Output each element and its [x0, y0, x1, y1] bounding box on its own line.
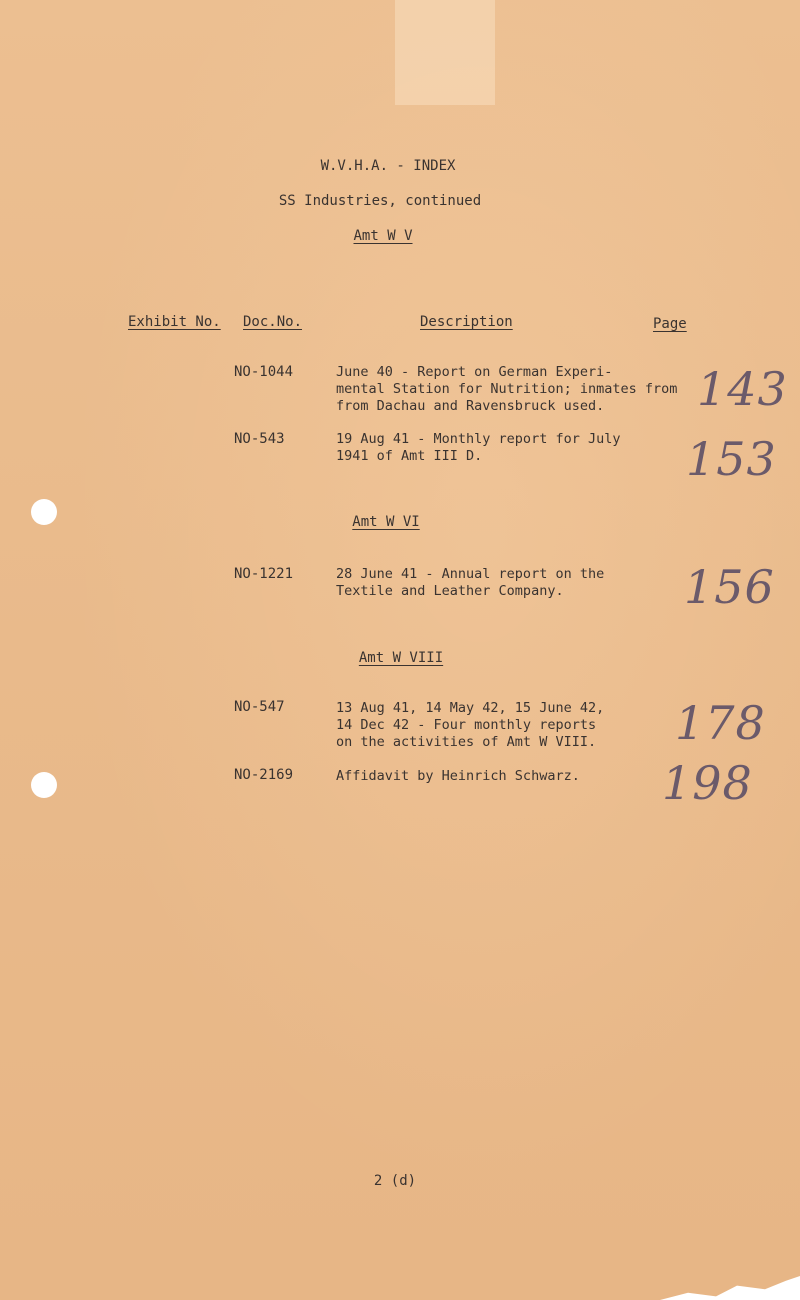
description-line: mental Station for Nutrition; inmates from	[336, 381, 678, 397]
doc-number: NO-2169	[234, 767, 294, 783]
punch-hole-bottom	[31, 772, 57, 798]
column-header-description: Description	[420, 314, 513, 330]
doc-number: NO-547	[234, 699, 285, 715]
description-line: 13 Aug 41, 14 May 42, 15 June 42,	[336, 700, 605, 716]
description-line: 1941 of Amt III D.	[336, 448, 483, 464]
doc-number: NO-1221	[234, 566, 294, 582]
handwritten-page-number: 153	[686, 432, 777, 486]
description-line: from Dachau and Ravensbruck used.	[336, 398, 605, 414]
index-title: W.V.H.A. - INDEX	[320, 158, 456, 174]
section-heading-amt-w-v: Amt W V	[353, 228, 413, 244]
description-line: Affidavit by Heinrich Schwarz.	[336, 768, 580, 784]
description-line: 14 Dec 42 - Four monthly reports	[336, 717, 597, 733]
handwritten-page-number: 178	[675, 696, 766, 750]
index-subtitle: SS Industries, continued	[278, 193, 482, 209]
punch-hole-top	[31, 499, 57, 525]
description-line: June 40 - Report on German Experi-	[336, 364, 613, 380]
handwritten-page-number: 143	[697, 362, 788, 416]
torn-corner	[660, 1276, 800, 1300]
column-header-exhibit: Exhibit No.	[128, 314, 221, 330]
doc-number: NO-543	[234, 431, 285, 447]
handwritten-page-number: 156	[684, 560, 775, 614]
column-header-page: Page	[653, 316, 687, 332]
description-line: 19 Aug 41 - Monthly report for July	[336, 431, 621, 447]
paper-stain	[395, 0, 495, 105]
description-line: Textile and Leather Company.	[336, 583, 564, 599]
column-header-doc: Doc.No.	[243, 314, 303, 330]
section-heading-amt-w-vi: Amt W VI	[352, 514, 420, 530]
description-line: 28 June 41 - Annual report on the	[336, 566, 605, 582]
description-line: on the activities of Amt W VIII.	[336, 734, 597, 750]
page-number: 2 (d)	[373, 1173, 417, 1189]
doc-number: NO-1044	[234, 364, 294, 380]
handwritten-page-number: 198	[662, 756, 753, 810]
section-heading-amt-w-viii: Amt W VIII	[358, 650, 444, 666]
